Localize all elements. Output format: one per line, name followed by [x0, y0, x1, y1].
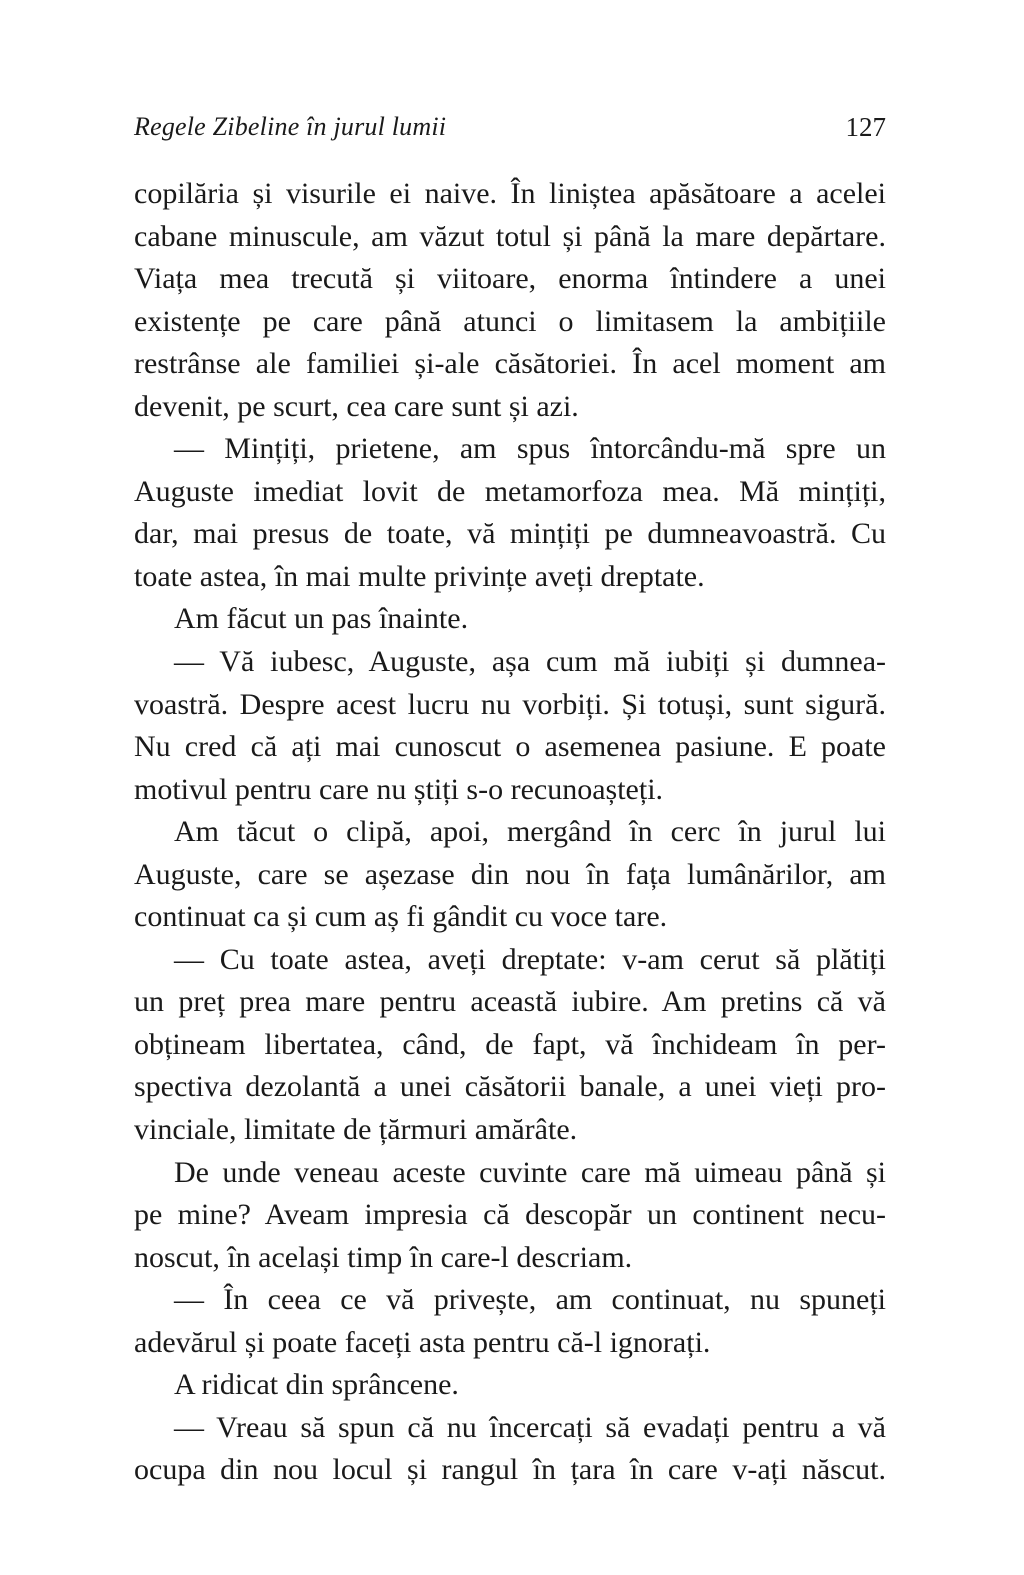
text-line: Auguste, care se așezase din nou în fața lumânărilor, am: [134, 857, 886, 891]
text-line: cabane minuscule, am văzut totul și până la mare depărtare.: [134, 219, 886, 253]
text-line: Am făcut un pas înainte.: [174, 602, 469, 636]
text-line: — Mințiți, prietene, am spus întorcându-mă spre un: [174, 432, 886, 466]
running-header: [134, 112, 886, 152]
text-line: obțineam libertatea, când, de fapt, vă închideam în per-: [134, 1027, 886, 1061]
text-line: restrânse ale familiei și-ale căsătoriei. În acel moment am: [134, 347, 886, 381]
page-number: 127: [845, 112, 886, 142]
page-body: [134, 173, 886, 1492]
text-line: A ridicat din sprâncene.: [174, 1368, 459, 1402]
text-line: Viața mea trecută și viitoare, enorma întindere a unei: [134, 262, 886, 296]
text-line: — Cu toate astea, aveți dreptate: v-am cerut să plătiți: [174, 942, 886, 976]
text-line: ocupa din nou locul și rangul în țara în care v-ați născut.: [134, 1453, 886, 1487]
text-line: copilăria și visurile ei naive. În liniștea apăsătoare a acelei: [134, 177, 886, 210]
book-title-header: Regele Zibeline în jurul lumii: [134, 112, 447, 141]
text-line: spectiva dezolantă a unei căsătorii banale, a unei vieți pro-: [134, 1070, 886, 1104]
text-line: vinciale, limitate de țărmuri amărâte.: [134, 1113, 578, 1147]
text-line: un preț prea mare pentru această iubire. Am pretins că vă: [134, 985, 886, 1019]
text-line: De unde veneau aceste cuvinte care mă uimeau până și: [174, 1155, 886, 1189]
text-line: continuat ca și cum aș fi gândit cu voce tare.: [134, 900, 668, 934]
text-line: adevărul și poate faceți asta pentru că-l ignorați.: [134, 1325, 711, 1359]
text-line: devenit, pe scurt, cea care sunt și azi.: [134, 389, 579, 423]
text-line: — Vă iubesc, Auguste, așa cum mă iubiți și dumnea-: [174, 645, 886, 679]
text-line: noscut, în același timp în care-l descriam.: [134, 1240, 633, 1274]
text-line: existențe pe care până atunci o limitasem la ambițiile: [134, 304, 886, 338]
text-line: voastră. Despre acest lucru nu vorbiți. Și totuși, sunt sigură.: [134, 687, 886, 721]
text-line: — În ceea ce vă privește, am continuat, nu spuneți: [174, 1283, 886, 1317]
text-line: toate astea, în mai multe privințe aveți dreptate.: [134, 559, 705, 593]
text-line: Am tăcut o clipă, apoi, mergând în cerc în jurul lui: [174, 815, 886, 849]
text-line: motivul pentru care nu știți s-o recunoașteți.: [134, 772, 664, 806]
text-line: — Vreau să spun că nu încercați să evadați pentru a vă: [174, 1410, 886, 1444]
text-line: Nu cred că ați mai cunoscut o asemenea pasiune. E poate: [134, 730, 886, 764]
text-line: dar, mai presus de toate, vă mințiți pe dumneavoastră. Cu: [134, 517, 886, 551]
text-line: Auguste imediat lovit de metamorfoza mea. Mă mințiți,: [134, 474, 886, 508]
text-line: pe mine? Aveam impresia că descopăr un continent necu-: [134, 1198, 886, 1232]
